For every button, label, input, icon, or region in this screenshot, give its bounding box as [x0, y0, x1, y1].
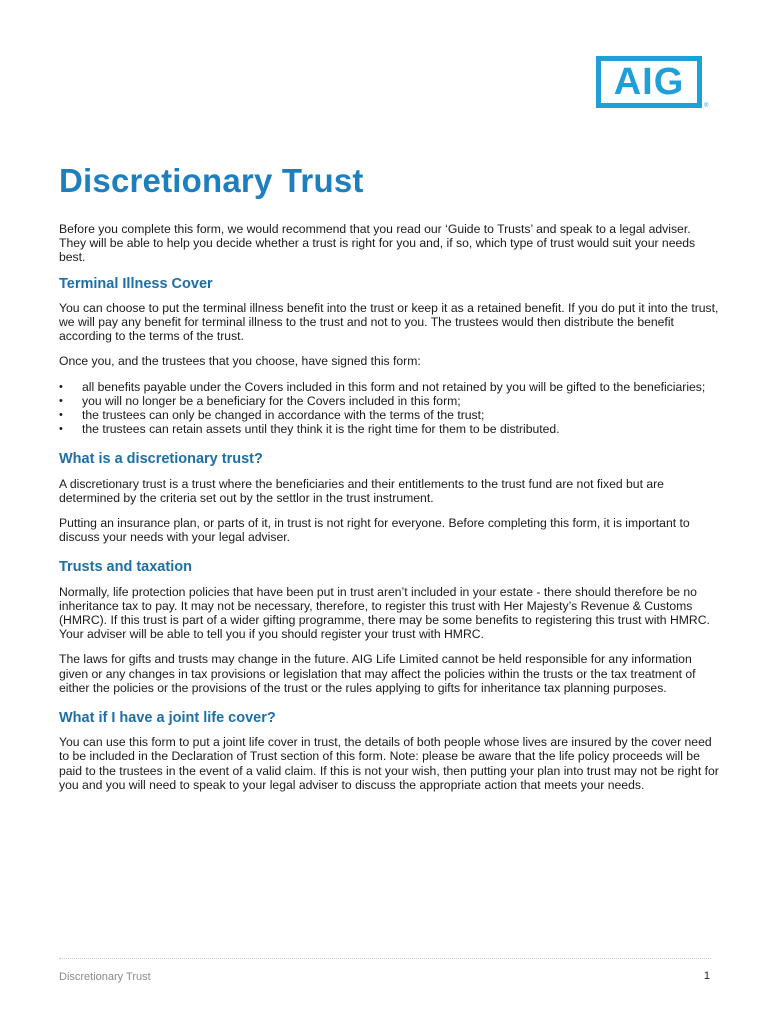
section-heading-discretionary-trust: What is a discretionary trust?	[59, 451, 263, 468]
section-heading-joint-life: What if I have a joint life cover?	[59, 710, 276, 727]
taxation-paragraph-2: The laws for gifts and trusts may change in the future. AIG Life Limited cannot be held responsible for any information given or any changes in tax provisions or legislation that may affect the policies within the trusts or the tax treatment of either the policies or the provisions of the trust or the rules applying to gifts for inheritance tax planning purposes.	[59, 652, 696, 695]
joint-life-paragraph: You can use this form to put a joint life cover in trust, the details of both people whose lives are insured by the cover need to be included in the Declaration of Trust section of this form. Note: please be aware that the life policy proceeds will be paid to the trustees in the event of a valid claim. If this is not your wish, then putting your plan into trust may not be right for you and you will need to speak to your legal adviser to discuss the appropriate action that meets your needs.	[59, 735, 719, 792]
section-heading-trusts-taxation: Trusts and taxation	[59, 559, 192, 576]
aig-logo	[596, 56, 702, 108]
footer-divider	[59, 958, 711, 959]
logo-text: AIG	[613, 61, 685, 103]
terminal-illness-paragraph-2: Once you, and the trustees that you choose, have signed this form:	[59, 354, 421, 369]
list-item: • the trustees can only be changed in accordance with the terms of the trust;	[59, 408, 719, 422]
discretionary-trust-paragraph-2: Putting an insurance plan, or parts of it, in trust is not right for everyone. Before completing this form, it is important to discuss your needs with your legal adviser.	[59, 516, 690, 545]
list-item: • all benefits payable under the Covers included in this form and not retained by you will be gifted to the beneficiaries;	[59, 380, 719, 394]
section-heading-terminal-illness: Terminal Illness Cover	[59, 275, 213, 292]
discretionary-trust-paragraph-1: A discretionary trust is a trust where the beneficiaries and their entitlements to the trust fund are not fixed but are determined by the criteria set out by the settlor in the trust instrument.	[59, 476, 664, 505]
page-title: Discretionary Trust	[59, 162, 364, 199]
bullet-list	[59, 380, 719, 437]
list-item: • the trustees can retain assets until they think it is the right time for them to be distributed.	[59, 422, 719, 436]
terminal-illness-paragraph-1: You can choose to put the terminal illness benefit into the trust or keep it as a retained benefit. If you do put it into the trust, we will pay any benefit for terminal illness to the trust and not to you. The trustees would then distribute the benefit according to the terms of the trust.	[59, 300, 719, 344]
list-item: • you will no longer be a beneficiary for the Covers included in this form;	[59, 394, 719, 408]
intro-paragraph: Before you complete this form, we would recommend that you read our ‘Guide to Trusts’ and speak to a legal adviser. They will be able to help you decide whether a trust is right for you and, if so, which type of trust would suit your needs best.	[59, 222, 696, 265]
taxation-paragraph-1: Normally, life protection policies that have been put in trust aren’t included in your estate - there should therefore be no inheritance tax to pay. It may not be necessary, therefore, to register this trust with Her Majesty’s Revenue & Customs (HMRC). If this trust is part of a wider gifting programme, there may be some benefits to registering this trust with HMRC. Your adviser will be able to tell you if you should register your trust with HMRC.	[59, 584, 710, 642]
document-body	[59, 222, 719, 803]
registered-mark: ®	[704, 103, 709, 109]
footer-label: Discretionary Trust	[59, 971, 151, 983]
page-number: 1	[703, 970, 710, 982]
